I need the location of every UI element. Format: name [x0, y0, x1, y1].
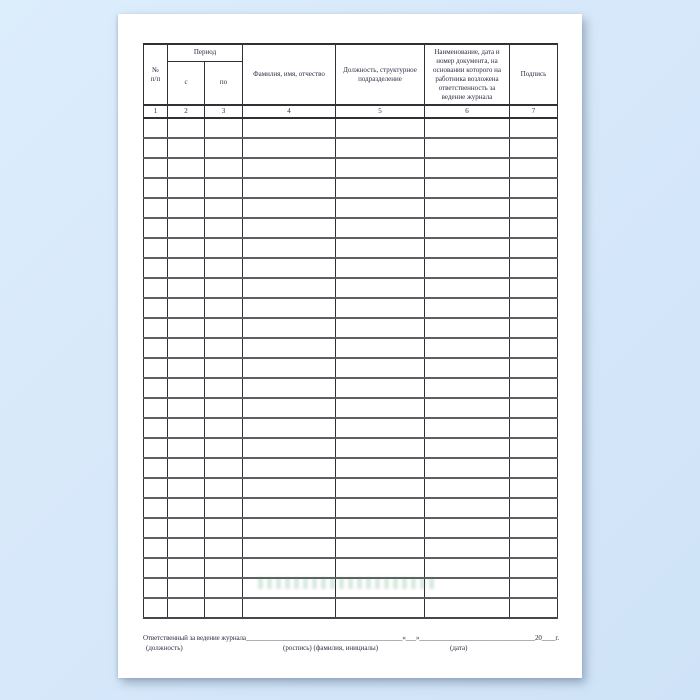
empty-cell	[425, 258, 510, 278]
column-number: 7	[510, 105, 558, 118]
empty-cell	[205, 558, 243, 578]
empty-cell	[510, 138, 558, 158]
empty-cell	[510, 418, 558, 438]
col-header-signature: Подпись	[510, 44, 558, 105]
empty-cell	[425, 238, 510, 258]
empty-cell	[205, 598, 243, 618]
table-row	[144, 338, 558, 358]
table-row	[144, 158, 558, 178]
empty-cell	[336, 198, 425, 218]
empty-cell	[144, 338, 168, 358]
empty-cell	[205, 498, 243, 518]
empty-cell	[336, 178, 425, 198]
table-row	[144, 278, 558, 298]
empty-cell	[144, 258, 168, 278]
empty-cell	[168, 418, 205, 438]
empty-cell	[243, 158, 336, 178]
empty-cell	[168, 498, 205, 518]
empty-cell	[205, 538, 243, 558]
empty-cell	[510, 238, 558, 258]
empty-cell	[510, 118, 558, 138]
empty-cell	[510, 458, 558, 478]
empty-cell	[336, 218, 425, 238]
empty-cell	[168, 158, 205, 178]
empty-cell	[205, 238, 243, 258]
empty-cell	[168, 118, 205, 138]
empty-cell	[168, 238, 205, 258]
empty-cell	[168, 338, 205, 358]
empty-cell	[205, 358, 243, 378]
table-row	[144, 438, 558, 458]
empty-cell	[168, 578, 205, 598]
col-header-period-to: по	[205, 61, 243, 105]
empty-cell	[205, 118, 243, 138]
empty-cell	[336, 578, 425, 598]
caption-signature-initials: (роспись) (фамилия, инициалы)	[283, 644, 379, 652]
empty-cell	[144, 558, 168, 578]
footer-captions-line	[143, 644, 581, 654]
empty-cell	[205, 518, 243, 538]
empty-cell	[144, 398, 168, 418]
empty-cell	[510, 358, 558, 378]
empty-cell	[425, 158, 510, 178]
empty-cell	[510, 498, 558, 518]
empty-cell	[510, 558, 558, 578]
column-number: 1	[144, 105, 168, 118]
empty-cell	[510, 398, 558, 418]
table-row	[144, 478, 558, 498]
empty-cell	[205, 338, 243, 358]
empty-cell	[510, 438, 558, 458]
empty-cell	[243, 478, 336, 498]
journal-table	[143, 43, 558, 619]
empty-cell	[205, 178, 243, 198]
empty-cell	[205, 418, 243, 438]
footer-year: 20____г.	[534, 634, 560, 642]
empty-cell	[510, 158, 558, 178]
empty-cell	[243, 538, 336, 558]
empty-cell	[144, 438, 168, 458]
empty-cell	[144, 138, 168, 158]
empty-cell	[243, 258, 336, 278]
empty-cell	[205, 298, 243, 318]
col-header-position: Должность, структурное подразделение	[336, 44, 425, 105]
empty-cell	[205, 218, 243, 238]
empty-cell	[425, 438, 510, 458]
empty-cell	[425, 198, 510, 218]
empty-cell	[510, 538, 558, 558]
empty-cell	[510, 338, 558, 358]
empty-cell	[168, 518, 205, 538]
col-header-period: Период	[168, 44, 243, 61]
empty-cell	[336, 518, 425, 538]
empty-cell	[168, 178, 205, 198]
empty-cell	[336, 298, 425, 318]
table-row	[144, 578, 558, 598]
empty-cell	[425, 378, 510, 398]
empty-cell	[510, 198, 558, 218]
empty-cell	[144, 518, 168, 538]
empty-cell	[144, 118, 168, 138]
empty-cell	[243, 518, 336, 538]
col-header-full-name: Фамилия, имя, отчество	[243, 44, 336, 105]
table-row	[144, 498, 558, 518]
table-row	[144, 418, 558, 438]
empty-cell	[144, 178, 168, 198]
empty-cell	[168, 538, 205, 558]
col-header-number-line2: п/п	[150, 74, 161, 83]
empty-cell	[205, 438, 243, 458]
table-row	[144, 238, 558, 258]
table-body	[144, 118, 558, 618]
empty-cell	[205, 478, 243, 498]
empty-cell	[243, 318, 336, 338]
empty-cell	[243, 238, 336, 258]
empty-cell	[168, 378, 205, 398]
column-number: 3	[205, 105, 243, 118]
footer-fill-in-line	[143, 634, 581, 643]
table-row	[144, 538, 558, 558]
empty-cell	[243, 378, 336, 398]
empty-cell	[205, 138, 243, 158]
empty-cell	[168, 298, 205, 318]
empty-cell	[425, 578, 510, 598]
empty-cell	[168, 558, 205, 578]
empty-cell	[425, 218, 510, 238]
column-number: 6	[425, 105, 510, 118]
empty-cell	[144, 218, 168, 238]
col-header-number	[144, 44, 168, 105]
empty-cell	[425, 538, 510, 558]
empty-cell	[336, 338, 425, 358]
empty-cell	[168, 138, 205, 158]
empty-cell	[336, 138, 425, 158]
empty-cell	[243, 178, 336, 198]
empty-cell	[425, 398, 510, 418]
empty-cell	[425, 558, 510, 578]
empty-cell	[336, 538, 425, 558]
empty-cell	[168, 218, 205, 238]
empty-cell	[425, 178, 510, 198]
empty-cell	[243, 138, 336, 158]
empty-cell	[336, 318, 425, 338]
empty-cell	[205, 258, 243, 278]
table-row	[144, 458, 558, 478]
empty-cell	[425, 118, 510, 138]
empty-cell	[144, 498, 168, 518]
empty-cell	[243, 418, 336, 438]
empty-cell	[168, 258, 205, 278]
empty-cell	[510, 218, 558, 238]
empty-cell	[243, 198, 336, 218]
empty-cell	[336, 118, 425, 138]
empty-cell	[425, 338, 510, 358]
column-numbers-row	[144, 105, 558, 118]
empty-cell	[205, 318, 243, 338]
table-row	[144, 518, 558, 538]
table-row	[144, 598, 558, 618]
empty-cell	[336, 498, 425, 518]
table-row	[144, 138, 558, 158]
empty-cell	[144, 458, 168, 478]
empty-cell	[168, 198, 205, 218]
empty-cell	[144, 358, 168, 378]
empty-cell	[336, 258, 425, 278]
empty-cell	[336, 278, 425, 298]
empty-cell	[168, 598, 205, 618]
empty-cell	[144, 378, 168, 398]
empty-cell	[243, 458, 336, 478]
empty-cell	[168, 438, 205, 458]
empty-cell	[205, 398, 243, 418]
empty-cell	[205, 198, 243, 218]
empty-cell	[510, 298, 558, 318]
table-row	[144, 198, 558, 218]
empty-cell	[205, 158, 243, 178]
empty-cell	[510, 278, 558, 298]
empty-cell	[168, 398, 205, 418]
empty-cell	[144, 598, 168, 618]
empty-cell	[243, 398, 336, 418]
empty-cell	[144, 198, 168, 218]
empty-cell	[336, 478, 425, 498]
col-header-number-line1: №	[152, 65, 159, 74]
empty-cell	[336, 398, 425, 418]
empty-cell	[510, 318, 558, 338]
empty-cell	[144, 318, 168, 338]
empty-cell	[243, 598, 336, 618]
empty-cell	[336, 358, 425, 378]
footer-day-quotes: «___»	[402, 634, 420, 642]
empty-cell	[144, 478, 168, 498]
empty-cell	[336, 458, 425, 478]
caption-position: (должность)	[146, 644, 183, 652]
empty-cell	[168, 278, 205, 298]
empty-cell	[243, 358, 336, 378]
footer-label: Ответственный за ведение журнала	[143, 634, 246, 642]
empty-cell	[243, 438, 336, 458]
empty-cell	[425, 598, 510, 618]
caption-date: (дата)	[450, 644, 468, 652]
empty-cell	[243, 118, 336, 138]
table-row	[144, 258, 558, 278]
empty-cell	[336, 558, 425, 578]
responsible-person-footer	[143, 634, 581, 654]
empty-cell	[144, 158, 168, 178]
empty-cell	[168, 318, 205, 338]
empty-cell	[510, 378, 558, 398]
empty-cell	[243, 218, 336, 238]
empty-cell	[144, 538, 168, 558]
empty-cell	[205, 578, 243, 598]
empty-cell	[243, 278, 336, 298]
empty-cell	[510, 518, 558, 538]
empty-cell	[336, 158, 425, 178]
empty-cell	[510, 258, 558, 278]
empty-cell	[510, 178, 558, 198]
empty-cell	[336, 598, 425, 618]
empty-cell	[336, 238, 425, 258]
empty-cell	[336, 438, 425, 458]
footer-blank-position-signature: ______________________________________________	[245, 634, 403, 642]
empty-cell	[205, 378, 243, 398]
empty-cell	[425, 418, 510, 438]
empty-cell	[144, 278, 168, 298]
empty-cell	[425, 318, 510, 338]
empty-cell	[205, 458, 243, 478]
table-row	[144, 298, 558, 318]
empty-cell	[425, 498, 510, 518]
column-number: 5	[336, 105, 425, 118]
empty-cell	[425, 358, 510, 378]
empty-cell	[168, 458, 205, 478]
column-number: 4	[243, 105, 336, 118]
table-row	[144, 218, 558, 238]
empty-cell	[425, 478, 510, 498]
table-row	[144, 178, 558, 198]
document-page	[118, 14, 582, 678]
col-header-document: Наименование, дата и номер документа, на основании которого на работника возложена ответственность за ведение журнала	[425, 44, 510, 105]
empty-cell	[425, 518, 510, 538]
empty-cell	[144, 418, 168, 438]
empty-cell	[243, 298, 336, 318]
empty-cell	[425, 278, 510, 298]
table-row	[144, 318, 558, 338]
empty-cell	[425, 458, 510, 478]
empty-cell	[510, 478, 558, 498]
empty-cell	[425, 138, 510, 158]
header-row-top	[144, 44, 558, 61]
empty-cell	[144, 578, 168, 598]
empty-cell	[336, 378, 425, 398]
col-header-period-from: с	[168, 61, 205, 105]
empty-cell	[205, 278, 243, 298]
empty-cell	[336, 418, 425, 438]
empty-cell	[243, 338, 336, 358]
empty-cell	[168, 358, 205, 378]
empty-cell	[425, 298, 510, 318]
table-row	[144, 358, 558, 378]
empty-cell	[510, 578, 558, 598]
table-row	[144, 398, 558, 418]
empty-cell	[243, 578, 336, 598]
table-row	[144, 558, 558, 578]
table-row	[144, 378, 558, 398]
empty-cell	[243, 558, 336, 578]
empty-cell	[510, 598, 558, 618]
table-row	[144, 118, 558, 138]
column-number: 2	[168, 105, 205, 118]
empty-cell	[168, 478, 205, 498]
footer-blank-month: __________________________________	[419, 634, 535, 642]
empty-cell	[144, 238, 168, 258]
empty-cell	[243, 498, 336, 518]
empty-cell	[144, 298, 168, 318]
